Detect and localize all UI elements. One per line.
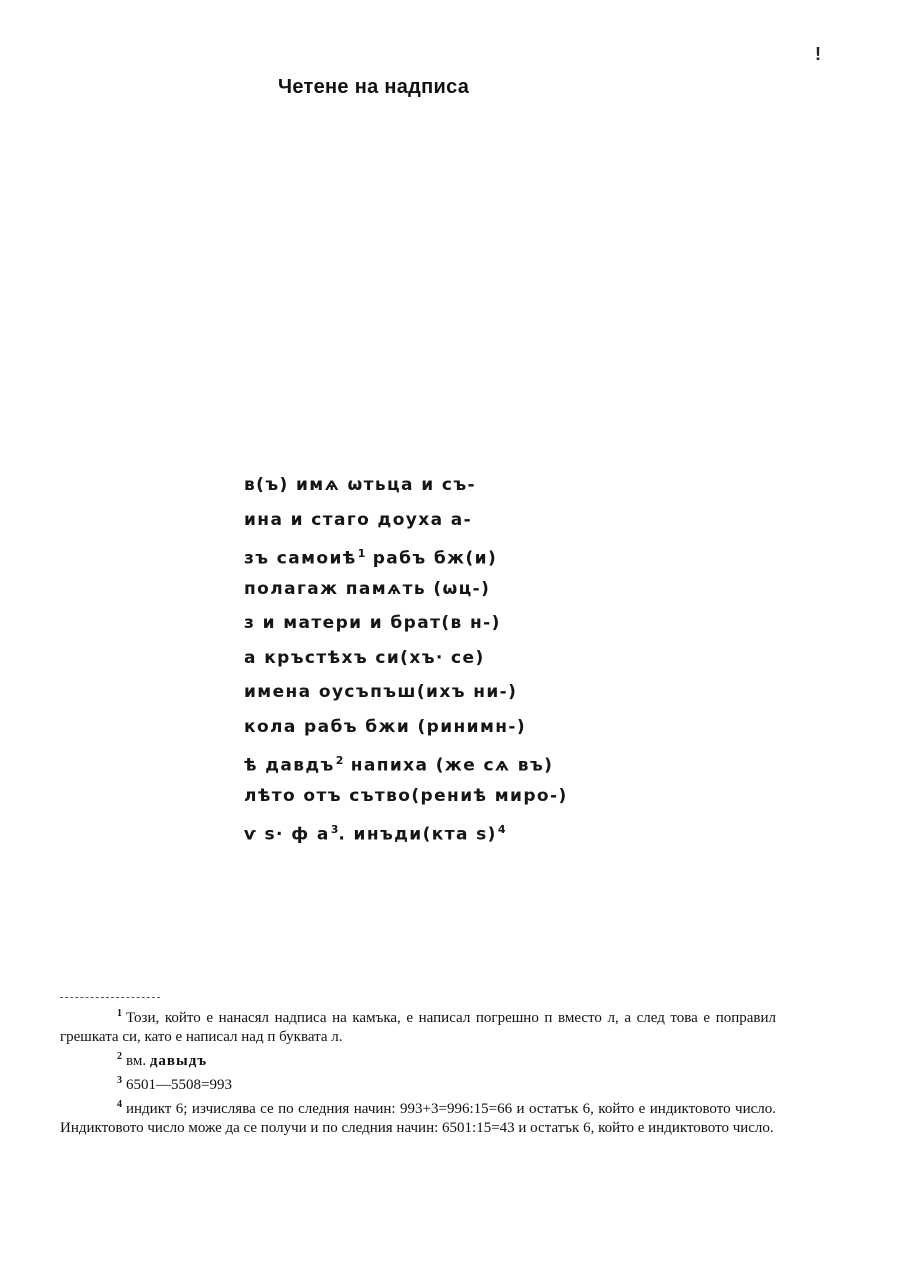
footnote-ref-3: 3 [330, 823, 339, 836]
inscription-line-3 [244, 537, 584, 572]
footnote-3 [60, 1071, 776, 1095]
inscription-line-11-start: ѵ ѕ· ф а [244, 824, 330, 845]
footnote-2-mark: 2 [117, 1051, 122, 1062]
inscription-line-4: полагаж памѧть (ѡц-) [244, 578, 491, 599]
inscription-line-3-end: рабъ бж(и) [372, 548, 498, 569]
footnote-ref-1: 1 [357, 547, 366, 560]
inscription-line-5: з и матери и брат(в н-) [244, 613, 501, 633]
inscription-line-1: в(ъ) имѧ ѡтьца и съ- [244, 475, 476, 495]
inscription-line-11 [244, 813, 584, 848]
footnote-3-mark: 3 [117, 1075, 122, 1086]
inscription-line-9 [244, 744, 584, 779]
footnote-separator [60, 997, 160, 998]
inscription-line-11-end: . инъди(кта ѕ) [338, 824, 497, 845]
footnote-2-prefix: вм. [126, 1053, 147, 1069]
inscription-line-8: кола рабъ бжи (ринимн-) [244, 716, 527, 737]
footnote-1-mark: 1 [117, 1008, 122, 1019]
inscription-line-7: имена оусъпъш(ихъ ни-) [244, 682, 518, 702]
inscription-transcription [244, 468, 584, 848]
page-title: Четене на надписа [278, 76, 470, 98]
inscription-line-10: лѣто отъ сътво(рениѣ миро-) [244, 785, 568, 806]
footnote-1-text: Този, който е нанасял надписа на камъка, е написал погрешно п вместо л, а след това е поправил грешката си, като е написал над п буквата л. [60, 1010, 776, 1045]
inscription-line-9-end: напиха (же сѧ въ) [350, 755, 554, 776]
page-corner-mark: ! [815, 44, 821, 64]
footnote-2-word: давыдъ [149, 1053, 208, 1069]
inscription-line-3-start: зъ самоиѣ [244, 548, 357, 569]
footnote-2 [60, 1047, 776, 1071]
inscription-line-6: а кръстѣхъ си(хъ· се) [244, 647, 485, 668]
footnote-3-text: 6501—5508=993 [126, 1077, 232, 1093]
footnote-ref-4: 4 [497, 823, 506, 836]
footnote-ref-2: 2 [335, 754, 344, 767]
footnotes [60, 1004, 776, 1138]
inscription-line-2: ина и стаго доуха а- [244, 509, 473, 530]
footnote-4-text: индикт 6; изчислява се по следния начин: 993+3=996:15=66 и остатък 6, който е индиктовото число. Индиктовото число може да се получи и по следния начин: 6501:15=43 и остатък 6, който е индиктовото число. [60, 1101, 776, 1136]
footnote-4-mark: 4 [117, 1099, 122, 1110]
footnote-4 [60, 1095, 776, 1138]
inscription-line-9-start: ѣ давдъ [244, 755, 335, 776]
footnote-1 [60, 1004, 776, 1047]
